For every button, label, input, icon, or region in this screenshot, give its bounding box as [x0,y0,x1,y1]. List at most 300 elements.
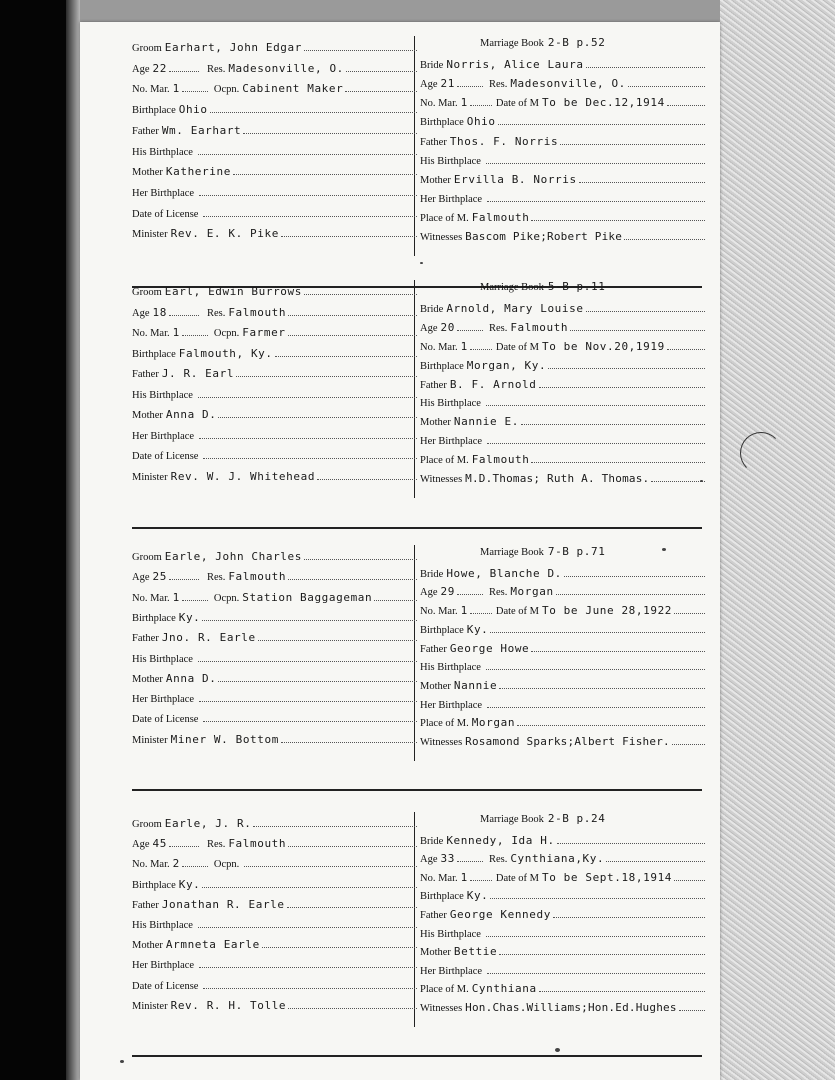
groom-ocpn-label: Ocpn. [213,84,240,96]
groom-mother-rule [218,416,417,418]
groom-father-birthplace-rule [198,926,417,928]
groom-father [132,628,417,644]
bride-father-label: Father [420,136,447,148]
date-of-marriage-value: To be Dec.12,1914 [542,96,665,110]
groom-no-mar-rule [182,334,208,336]
entry-separator [132,789,702,791]
groom-name-label: Groom [132,552,162,563]
groom-birthplace-label: Birthplace [132,105,176,117]
bride-birthplace-value: Morgan, Ky. [466,358,547,372]
place-of-marriage-label: Place of M. [420,718,469,730]
minister-rule [288,1007,417,1009]
bride-no-mar-value: 1 [460,96,468,110]
witnesses-value: Bascom Pike;Robert Pike [465,230,623,243]
groom-res-value: Falmouth [228,305,287,319]
groom-father-value: Jonathan R. Earle [161,897,285,911]
groom-mother-birthplace [132,426,417,442]
groom-no-mar-value: 2 [172,857,180,871]
bride-no-mar [420,601,705,617]
groom-name-rule [253,825,417,827]
groom-father-birthplace [132,649,417,665]
bride-age-value: 20 [440,320,455,334]
witnesses [420,998,705,1014]
groom-mother-value: Anna D. [165,671,217,685]
marriage-book-ref [480,812,605,825]
groom-father-label: Father [132,633,159,645]
bride-mother-label: Mother [420,174,451,186]
bride-father-birthplace-rule [486,935,705,937]
bride-father-birthplace-rule [486,404,705,406]
bride-no-mar [420,93,705,109]
groom-age-rule [169,70,199,72]
groom-no-mar-label: No. Mar. [132,84,170,96]
groom-ocpn-value: Farmer [242,326,286,339]
marriage-book-page: p.52 [576,36,606,49]
groom-name [132,547,417,563]
bride-age-label: Age [420,322,438,334]
bride-birthplace-rule [490,631,705,633]
groom-no-mar-label: No. Mar. [132,328,170,339]
date-of-license-label: Date of License [132,208,199,220]
bride-father-value: Thos. F. Norris [449,134,559,148]
groom-no-mar-label: No. Mar. [132,592,170,604]
groom-birthplace-label: Birthplace [132,612,176,624]
groom-father-label: Father [132,369,159,380]
bride-no-mar-label: No. Mar. [420,341,458,353]
bride-father-birthplace-label: His Birthplace [420,928,481,940]
date-of-license [132,204,417,220]
witnesses-rule [624,238,705,240]
marriage-record-1 [80,36,720,280]
groom-father-rule [243,132,417,134]
groom-no-mar-label: No. Mar. [132,859,170,871]
groom-mother [132,162,417,178]
groom-birthplace [132,875,417,891]
bride-name-rule [564,575,705,577]
bride-age-value: 33 [440,852,455,866]
bride-mother-label: Mother [420,680,451,692]
date-of-license-label: Date of License [132,980,199,992]
groom-mother-birthplace-rule [199,194,417,196]
bride-no-mar-value: 1 [460,604,468,618]
date-of-marriage-rule [667,348,705,350]
groom-mother-value: Katherine [165,165,231,179]
bride-no-mar-rule [470,879,492,881]
groom-birthplace [132,100,417,116]
bride-mother-birthplace-rule [487,200,705,202]
groom-father-birthplace [132,385,417,401]
bride-father [420,905,705,921]
groom-mother-birthplace [132,689,417,705]
bride-father-birthplace [420,924,705,940]
groom-birthplace [132,344,417,360]
date-of-marriage-label: Date of M [495,606,540,618]
bride-mother-rule [579,181,705,183]
groom-father-value: Wm. Earhart [161,123,242,137]
bride-name [420,564,705,580]
groom-age-value: 45 [152,837,167,851]
groom-father [132,121,417,137]
scan-left-border [0,0,66,1080]
groom-father-value: Jno. R. Earle [161,631,256,645]
groom-res-label: Res. [206,63,226,75]
bride-mother-birthplace-rule [487,442,705,444]
groom-name-label: Groom [132,819,162,830]
groom-mother-value: Anna D. [165,408,217,421]
groom-mother-label: Mother [132,167,163,179]
bride-no-mar-label: No. Mar. [420,98,458,110]
bride-name-rule [557,842,705,844]
bride-birthplace [420,356,705,372]
date-of-license [132,446,417,462]
groom-ocpn-label: Ocpn. [213,592,240,604]
groom-mother-birthplace-label: Her Birthplace [132,187,195,199]
groom-name-rule [304,558,417,560]
bride-father-birthplace [420,657,705,673]
scan-speck [120,1060,124,1063]
minister-value: Rev. W. J. Whitehead [170,469,316,483]
bride-father-rule [531,650,705,652]
groom-mother-birthplace-rule [199,700,417,702]
bride-mother-birthplace-label: Her Birthplace [420,699,483,711]
date-of-marriage-label: Date of M [495,872,540,884]
groom-father-birthplace-label: His Birthplace [132,653,193,665]
scan-right-border [720,0,835,1080]
bride-mother-birthplace [420,189,705,205]
bride-res-label: Res. [488,587,508,599]
bride-name-rule [586,66,705,68]
groom-ocpn-rule [345,90,417,92]
groom-father-birthplace [132,915,417,931]
minister-value: Miner W. Bottom [170,732,279,746]
marriage-book-page: p.24 [576,812,606,825]
bride-mother-value: Nannie E. [453,415,519,429]
marriage-book-number: 2-B [547,36,570,49]
minister-label: Minister [132,1000,168,1012]
place-of-marriage [420,208,705,224]
bride-birthplace-value: Ky. [466,622,489,636]
place-of-marriage-label: Place of M. [420,984,469,996]
bride-father-value: B. F. Arnold [449,377,537,391]
place-of-marriage-label: Place of M. [420,455,469,467]
groom-birthplace-rule [202,886,417,888]
groom-mother-birthplace-rule [199,966,417,968]
bride-birthplace-rule [490,897,705,899]
bride-res-rule [556,593,705,595]
bride-mother-rule [499,687,705,689]
bride-name [420,55,705,71]
marriage-book-number: 2-B [547,812,570,825]
bride-age-value: 29 [440,585,455,599]
groom-res-value: Falmouth [228,837,287,851]
groom-age [132,567,417,583]
groom-father-rule [236,375,417,377]
bride-mother-value: Bettie [453,945,498,959]
groom-name [132,814,417,830]
bride-res-value: Madesonville, O. [510,77,626,91]
witnesses-rule [679,1009,705,1011]
marriage-record-4 [80,812,720,1050]
bride-name-label: Bride [420,835,444,847]
bride-mother-birthplace-label: Her Birthplace [420,193,483,205]
groom-name-value: Earl, Edwin Burrows [164,285,302,298]
witnesses-label: Witnesses [420,474,463,485]
bride-res-rule [628,85,705,87]
date-of-marriage-rule [674,879,705,881]
groom-mother-rule [233,173,417,175]
groom-mother [132,935,417,951]
groom-mother-birthplace-rule [199,437,417,439]
groom-ocpn-rule [244,865,417,867]
bride-res-rule [606,860,705,862]
date-of-marriage-value: To be June 28,1922 [542,604,673,618]
date-of-marriage-rule [674,612,705,614]
groom-mother [132,405,417,421]
date-of-license-label: Date of License [132,714,199,726]
bride-father-label: Father [420,643,447,655]
bride-name [420,831,705,847]
groom-no-mar-rule [182,90,208,92]
groom-name-rule [304,49,417,51]
bride-father-birthplace [420,393,705,409]
groom-res-rule [288,578,417,580]
bride-res-rule [570,329,705,331]
margin-scribble [740,432,782,474]
groom-no-mar [132,79,417,95]
witnesses [420,732,705,748]
minister [132,224,417,240]
minister-rule [281,741,417,743]
groom-name-label: Groom [132,287,162,298]
date-of-marriage-label: Date of M [495,98,540,110]
bride-birthplace [420,620,705,636]
bride-birthplace [420,112,705,128]
groom-mother-rule [262,946,417,948]
minister-label: Minister [132,734,168,746]
bride-birthplace-label: Birthplace [420,891,464,903]
date-of-marriage-value: To be Nov.20,1919 [542,339,665,353]
date-of-marriage-value: To be Sept.18,1914 [542,870,673,884]
groom-age-rule [169,578,199,580]
bride-mother-rule [521,423,705,425]
witnesses-label: Witnesses [420,737,463,748]
place-of-marriage-rule [531,461,705,463]
groom-name-value: Earhart, John Edgar [164,41,302,54]
place-of-marriage-rule [517,724,705,726]
date-of-license-rule [203,720,417,722]
groom-ocpn-label: Ocpn. [213,859,240,871]
place-of-marriage-value: Falmouth [471,453,530,467]
place-of-marriage [420,450,705,466]
groom-mother-value: Armneta Earle [165,938,260,952]
groom-mother-label: Mother [132,940,163,952]
bride-father-rule [553,916,705,918]
groom-father-rule [258,639,417,641]
bride-birthplace [420,886,705,902]
minister [132,730,417,746]
bride-name-label: Bride [420,303,444,315]
minister-rule [281,235,417,237]
bride-mother-birthplace-label: Her Birthplace [420,436,483,448]
bride-age-value: 21 [440,77,455,91]
bride-mother [420,676,705,692]
bride-age-label: Age [420,587,438,599]
marriage-book-number: 7-B [547,545,570,558]
bride-no-mar-label: No. Mar. [420,872,458,884]
bride-age-label: Age [420,854,438,866]
witnesses-value: M.D.Thomas; Ruth A. Thomas. [465,472,650,485]
bride-birthplace-label: Birthplace [420,360,464,372]
groom-mother-label: Mother [132,410,163,421]
groom-father [132,895,417,911]
groom-mother-birthplace-label: Her Birthplace [132,694,195,706]
bride-father-birthplace-label: His Birthplace [420,398,481,410]
groom-birthplace-label: Birthplace [132,348,176,360]
groom-age [132,59,417,75]
groom-father-birthplace-rule [198,660,417,662]
groom-res-value: Madesonville, O. [228,61,344,75]
witnesses-label: Witnesses [420,1003,463,1014]
groom-res-rule [346,70,417,72]
marriage-book-ref [480,280,605,293]
place-of-marriage [420,979,705,995]
bride-mother-label: Mother [420,947,451,959]
bride-father-birthplace-label: His Birthplace [420,155,481,167]
bride-mother-birthplace-label: Her Birthplace [420,965,483,977]
bride-no-mar-rule [470,104,492,106]
bride-birthplace-rule [548,367,705,369]
bride-father-value: George Howe [449,641,530,655]
bride-father-value: George Kennedy [449,908,551,921]
bride-father-rule [539,386,706,388]
minister-value: Rev. E. K. Pike [170,227,279,241]
groom-age [132,834,417,850]
witnesses-rule [672,743,705,745]
bride-father-birthplace-label: His Birthplace [420,662,481,674]
groom-age-label: Age [132,307,150,319]
groom-father [132,364,417,380]
bride-no-mar [420,337,705,353]
groom-father-birthplace-label: His Birthplace [132,146,193,158]
groom-res-rule [288,845,417,847]
groom-res-rule [288,314,417,316]
bride-age [420,318,705,334]
entry-separator [132,1055,702,1057]
scan-left-edge [66,0,80,1080]
bride-age-rule [457,860,483,862]
bride-res-value: Cynthiana,Ky. [510,852,605,866]
scan-speck [555,1048,560,1052]
groom-name [132,38,417,54]
groom-age [132,303,417,319]
bride-birthplace-label: Birthplace [420,117,464,129]
groom-ocpn-label: Ocpn. [213,328,240,339]
bride-name-rule [586,310,705,312]
bride-res-label: Res. [488,854,508,866]
bride-mother-rule [499,953,705,955]
groom-no-mar-rule [182,865,208,867]
bride-name-label: Bride [420,568,444,580]
bride-mother [420,942,705,958]
record-sheet [80,22,720,1080]
bride-mother-birthplace-rule [487,706,705,708]
bride-res-label: Res. [488,79,508,91]
place-of-marriage-value: Falmouth [471,210,530,224]
groom-res-label: Res. [206,307,226,319]
bride-name-value: Norris, Alice Laura [446,58,584,72]
groom-res-label: Res. [206,839,226,851]
groom-no-mar [132,854,417,870]
bride-mother-label: Mother [420,417,451,429]
bride-mother-birthplace [420,695,705,711]
marriage-book-label: Marriage Book [480,547,544,558]
bride-father-label: Father [420,379,447,391]
witnesses [420,469,705,485]
marriage-book-label: Marriage Book [480,282,544,293]
groom-father-label: Father [132,125,159,137]
scan-speck [662,548,666,551]
minister-rule [317,478,417,480]
groom-father-birthplace-rule [198,396,417,398]
bride-no-mar-value: 1 [460,339,468,353]
bride-age-rule [457,593,483,595]
scan-speck [700,480,703,482]
bride-father-label: Father [420,910,447,921]
groom-birthplace-value: Ohio [178,103,208,117]
groom-age-value: 22 [152,61,167,75]
bride-res-value: Morgan [510,585,554,599]
groom-age-value: 18 [152,305,167,319]
minister [132,996,417,1012]
marriage-book-ref [480,545,605,558]
groom-no-mar [132,588,417,604]
bride-age [420,849,705,865]
groom-father-birthplace-rule [198,153,417,155]
groom-no-mar-value: 1 [172,590,180,604]
marriage-book-label: Marriage Book [480,814,544,825]
date-of-license [132,709,417,725]
groom-name-value: Earle, J. R. [164,817,252,830]
date-of-license-rule [203,215,417,217]
bride-name [420,299,705,315]
minister-label: Minister [132,471,168,483]
date-of-license [132,976,417,992]
groom-age-label: Age [132,839,150,851]
bride-age-rule [457,329,483,331]
groom-ocpn-rule [288,334,417,336]
groom-birthplace [132,608,417,624]
groom-age-label: Age [132,572,150,584]
groom-father-rule [287,906,417,908]
groom-res-label: Res. [206,572,226,584]
groom-age-rule [169,845,199,847]
groom-birthplace-rule [202,619,417,621]
groom-no-mar-rule [182,599,208,601]
marriage-record-2 [80,280,720,522]
bride-father-rule [560,143,705,145]
bride-name-value: Howe, Blanche D. [446,566,562,580]
bride-mother-value: Ervilla B. Norris [453,172,577,186]
bride-no-mar-rule [470,348,492,350]
witnesses-value: Hon.Chas.Williams;Hon.Ed.Hughes [465,1001,677,1014]
groom-no-mar-value: 1 [172,82,180,96]
groom-ocpn-value: Cabinent Maker [242,82,344,96]
bride-father-birthplace-rule [486,162,705,164]
date-of-marriage-rule [667,104,705,106]
groom-father-label: Father [132,899,159,911]
bride-father [420,639,705,655]
groom-ocpn-rule [374,599,417,601]
